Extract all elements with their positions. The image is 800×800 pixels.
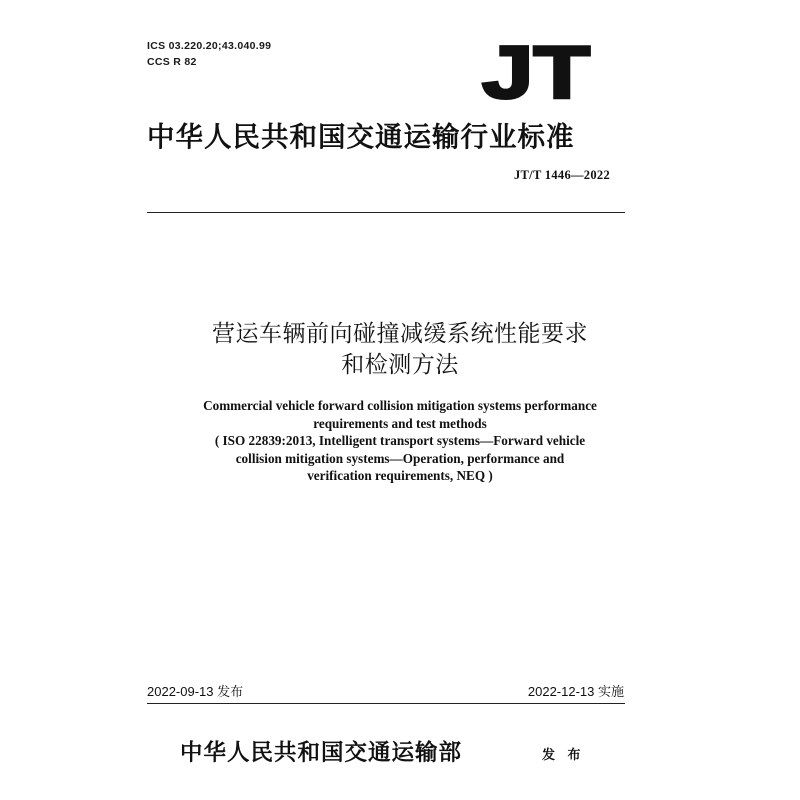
standard-number: JT/T 1446—2022: [514, 168, 610, 182]
title-en-line-3: ( ISO 22839:2013, Intelligent transport systems—Forward vehicle: [214, 433, 586, 448]
title-cn-line-1: 营运车辆前向碰撞减缓系统性能要求: [212, 321, 588, 347]
jt-logo-text: JT: [482, 38, 590, 104]
title-en-line-4: collision mitigation systems—Operation, performance and: [235, 450, 565, 466]
bottom-divider: [147, 703, 625, 704]
implementation-date: 2022-12-13 实施: [527, 684, 624, 699]
title-en-line-1: Commercial vehicle forward collision mitigation systems performance: [203, 398, 597, 413]
title-en-line-5: verification requirements, NEQ ): [307, 468, 493, 483]
title-en: [130, 397, 670, 485]
title-en-line-2: requirements and test methods: [313, 415, 487, 431]
publisher-name: 中华人民共和国交通运输部: [180, 740, 463, 766]
ics-code: ICS 03.220.20;43.040.99: [147, 40, 272, 52]
ccs-code: CCS R 82: [147, 56, 197, 68]
issue-date: 2022-09-13 发布: [147, 684, 244, 699]
jt-logo: [480, 38, 592, 104]
top-divider: [147, 212, 625, 213]
standard-organization-title: 中华人民共和国交通运输行业标准: [147, 121, 575, 153]
title-cn-line-2: 和检测方法: [341, 352, 459, 378]
publish-label: 发 布: [542, 748, 585, 763]
